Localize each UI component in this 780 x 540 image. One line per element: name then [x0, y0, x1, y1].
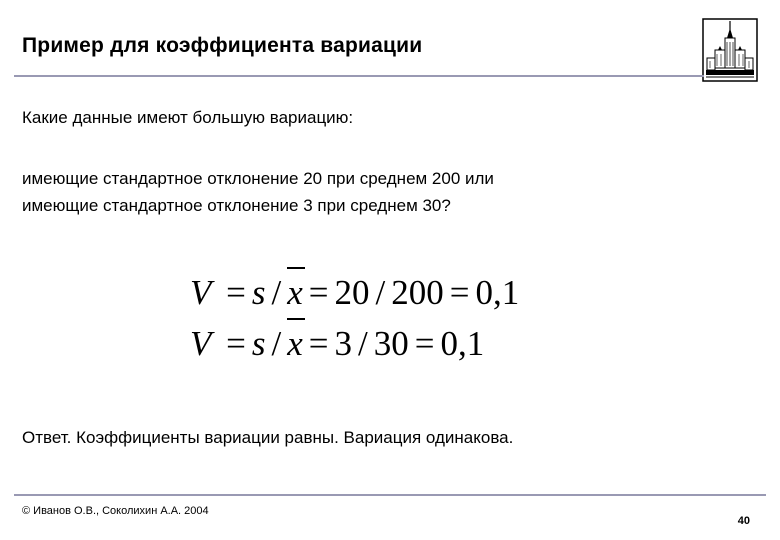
university-building-icon: [702, 18, 758, 82]
formula-2-divide: /: [358, 324, 368, 363]
footer-divider: [14, 494, 766, 496]
page-number: 40: [737, 515, 750, 527]
formula-1-mean-x: x: [287, 275, 303, 310]
formula-1: V = s / x = 20 / 200 = 0,1: [190, 275, 519, 310]
title-divider: [14, 75, 704, 77]
option-line-1: имеющие стандартное отклонение 20 при среднем 200 или: [22, 169, 494, 188]
formula-1-divide: /: [375, 273, 386, 312]
formula-2-slash: /: [271, 324, 282, 363]
formula-2-result: 0,1: [440, 324, 485, 363]
formula-2-numerator: 3: [334, 324, 353, 363]
formula-1-denominator: 200: [391, 273, 444, 312]
formula-1-s: s: [251, 273, 266, 312]
copyright-text: © Иванов О.В., Соколихин А.А. 2004: [22, 505, 209, 517]
question-text: Какие данные имеют большую вариацию:: [22, 108, 354, 127]
formula-1-result: 0,1: [475, 273, 520, 312]
formula-2-mean-x: x: [287, 326, 303, 361]
slide-title: Пример для коэффициента вариации: [22, 34, 423, 57]
option-line-2: имеющие стандартное отклонение 3 при среднем 30?: [22, 196, 451, 215]
formula-1-lhs: V: [190, 273, 212, 312]
formula-1-numerator: 20: [334, 273, 370, 312]
formula-2-denominator: 30: [373, 324, 409, 363]
formula-2: V = s / x = 3 / 30 = 0,1: [190, 326, 484, 361]
formula-1-slash: /: [271, 273, 282, 312]
formula-2-lhs: V: [190, 324, 212, 363]
answer-text: Ответ. Коэффициенты вариации равны. Вариация одинакова.: [22, 428, 514, 447]
formula-2-s: s: [251, 324, 266, 363]
